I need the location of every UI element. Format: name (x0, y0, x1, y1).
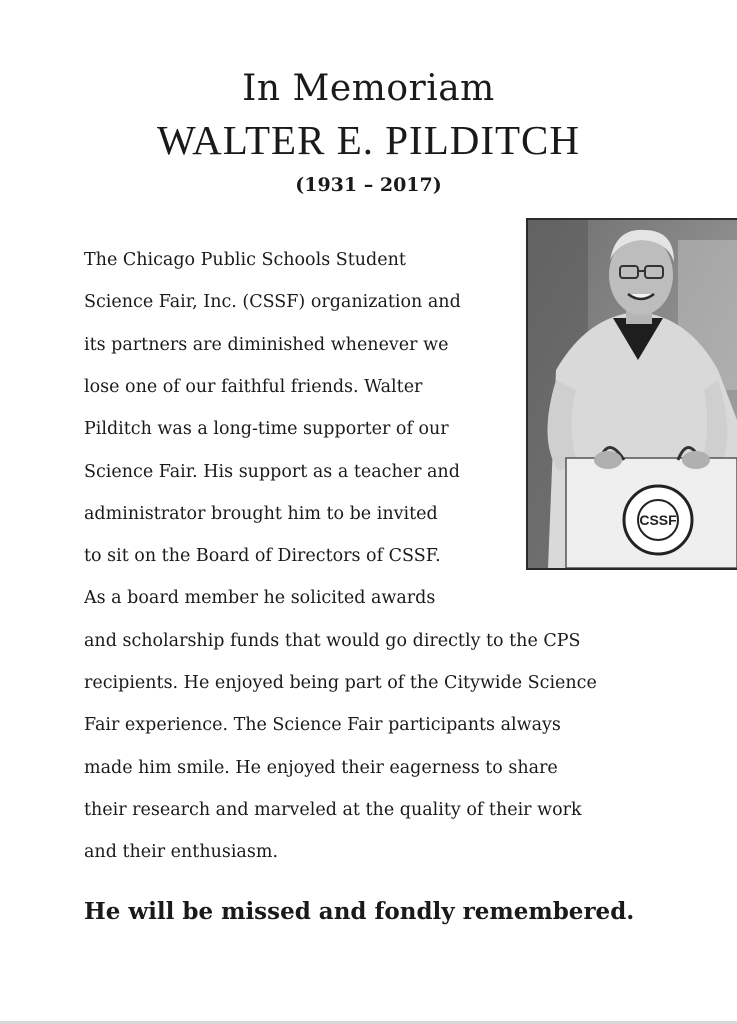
tribute-line: administrator brought him to be invited (84, 503, 438, 524)
tribute-line: Pilditch was a long-time supporter of our (84, 419, 449, 440)
tribute-line: and their enthusiasm. (84, 842, 279, 863)
tribute-line: recipients. He enjoyed being part of the Citywide Science (84, 673, 597, 693)
tribute-line: The Chicago Public Schools Student (84, 250, 406, 270)
page-title: In Memoriam (242, 68, 495, 109)
tribute-line: lose one of our faithful friends. Walter (84, 376, 423, 397)
bag-logo-center: CSSF (639, 512, 677, 528)
tribute-line: to sit on the Board of Directors of CSSF. (84, 546, 441, 567)
portrait-photo (526, 218, 737, 570)
tribute-line: Science Fair. His support as a teacher and (84, 461, 460, 482)
honoree-name: WALTER E. PILDITCH (156, 117, 581, 163)
tribute-line: and scholarship funds that would go directly to the CPS (84, 630, 581, 651)
tribute-line: As a board member he solicited awards (84, 588, 436, 609)
lifespan-years: (1931 – 2017) (295, 174, 442, 196)
portrait-illustration (528, 220, 737, 568)
tribute-line: made him smile. He enjoyed their eagerness to share (84, 757, 558, 778)
tribute-line: their research and marveled at the quality of their work (84, 799, 582, 820)
tribute-line: Fair experience. The Science Fair participants always (84, 715, 561, 736)
tribute-line: Science Fair, Inc. (CSSF) organization and (84, 292, 461, 313)
closing-line: He will be missed and fondly remembered. (84, 898, 635, 925)
tribute-line: its partners are diminished whenever we (84, 334, 449, 355)
